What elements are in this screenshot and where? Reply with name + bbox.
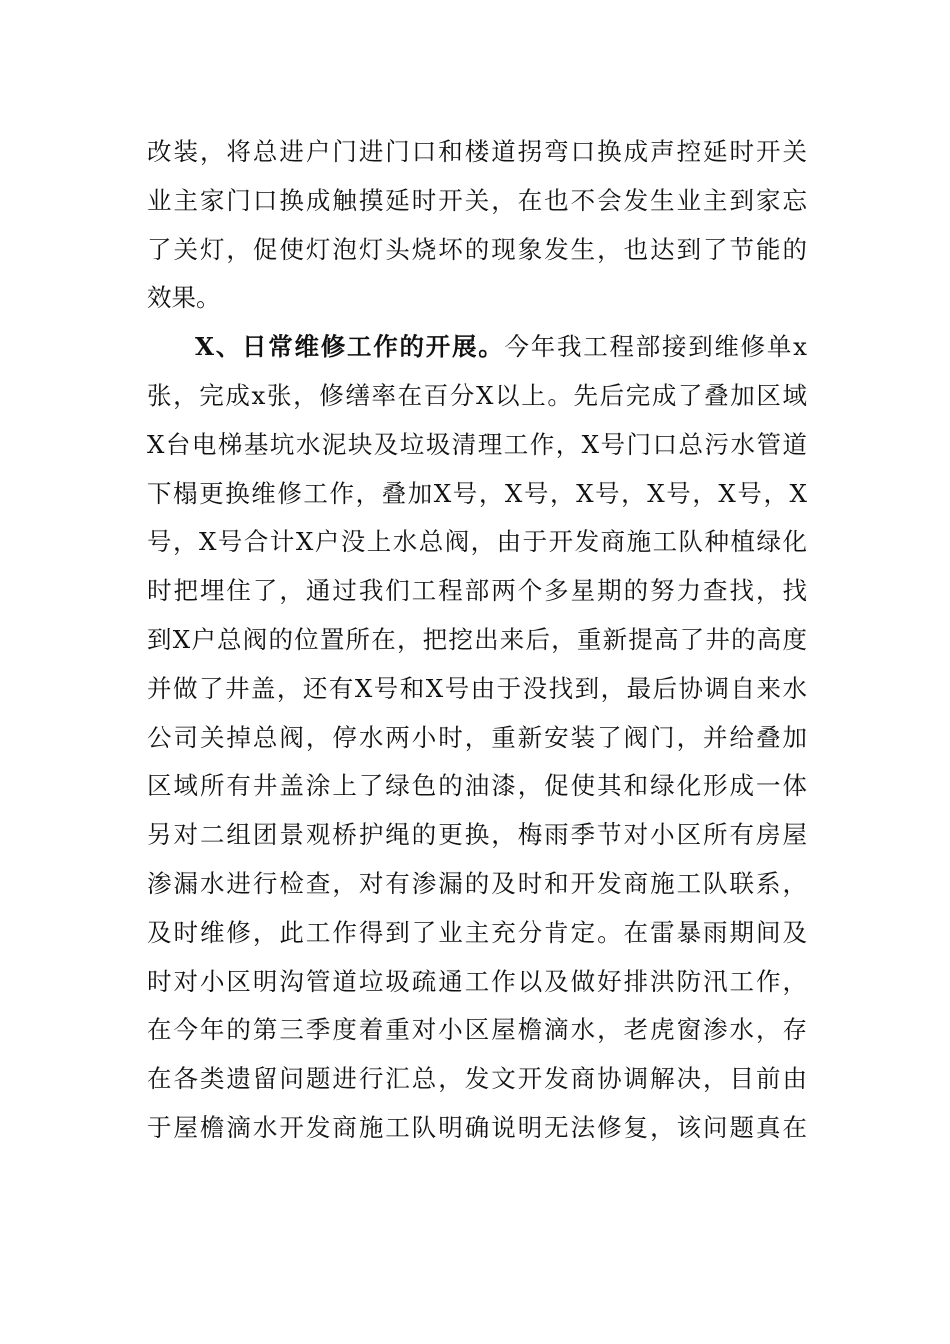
paragraph2-first-line-text: 今年我工程部接到维修单x xyxy=(504,332,807,362)
paragraph2-line-16: 在各类遗留问题进行汇总，发文开发商协调解决，目前由 xyxy=(147,1064,807,1094)
paragraph2-line-17: 于屋檐滴水开发商施工队明确说明无法修复，该问题真在 xyxy=(147,1112,807,1142)
paragraph2-line-7: 到X户总阀的位置所在，把挖出来后，重新提高了井的高度 xyxy=(147,624,807,654)
paragraph2-line-5: 号，X号合计X户没上水总阀，由于开发商施工队种植绿化 xyxy=(147,527,807,557)
paragraph2-line-11: 另对二组团景观桥护绳的更换，梅雨季节对小区所有房屋 xyxy=(147,820,807,850)
paragraph2-line-13: 及时维修，此工作得到了业主充分肯定。在雷暴雨期间及 xyxy=(147,917,807,947)
paragraph1-line-1: 改装，将总进户门进门口和楼道拐弯口换成声控延时开关 xyxy=(147,137,807,166)
paragraph2-line-6: 时把埋住了，通过我们工程部两个多星期的努力查找，找 xyxy=(147,576,807,606)
paragraph2-line-3: X台电梯基坑水泥块及垃圾清理工作，X号门口总污水管道 xyxy=(147,429,807,459)
paragraph1-line-3: 了关灯，促使灯泡灯头烧坏的现象发生，也达到了节能的 xyxy=(147,234,807,264)
section-heading: X、日常维修工作的开展。 xyxy=(195,332,505,362)
paragraph1-line-4: 效果。 xyxy=(147,283,221,313)
paragraph2-line-12: 渗漏水进行检查，对有渗漏的及时和开发商施工队联系， xyxy=(147,868,807,898)
paragraph2-line-15: 在今年的第三季度着重对小区屋檐滴水，老虎窗渗水，存 xyxy=(147,1015,807,1045)
paragraph2-line-9: 公司关掉总阀，停水两小时，重新安装了阀门，并给叠加 xyxy=(147,722,807,752)
paragraph2-line-10: 区域所有井盖涂上了绿色的油漆，促使其和绿化形成一体 xyxy=(147,771,807,801)
paragraph2-line-4: 下榻更换维修工作，叠加X号，X号，X号，X号，X号，X xyxy=(147,478,807,508)
paragraph2-line-2: 张，完成x张，修缮率在百分X以上。先后完成了叠加区域 xyxy=(147,380,807,410)
paragraph2-first-line xyxy=(147,323,807,372)
paragraph2-line-14: 时对小区明沟管道垃圾疏通工作以及做好排洪防汛工作， xyxy=(147,966,807,996)
body-text xyxy=(147,128,807,1153)
paragraph2-line-8: 并做了井盖，还有X号和X号由于没找到，最后协调自来水 xyxy=(147,673,807,703)
paragraph1-line-2: 业主家门口换成触摸延时开关，在也不会发生业主到家忘 xyxy=(147,185,807,215)
